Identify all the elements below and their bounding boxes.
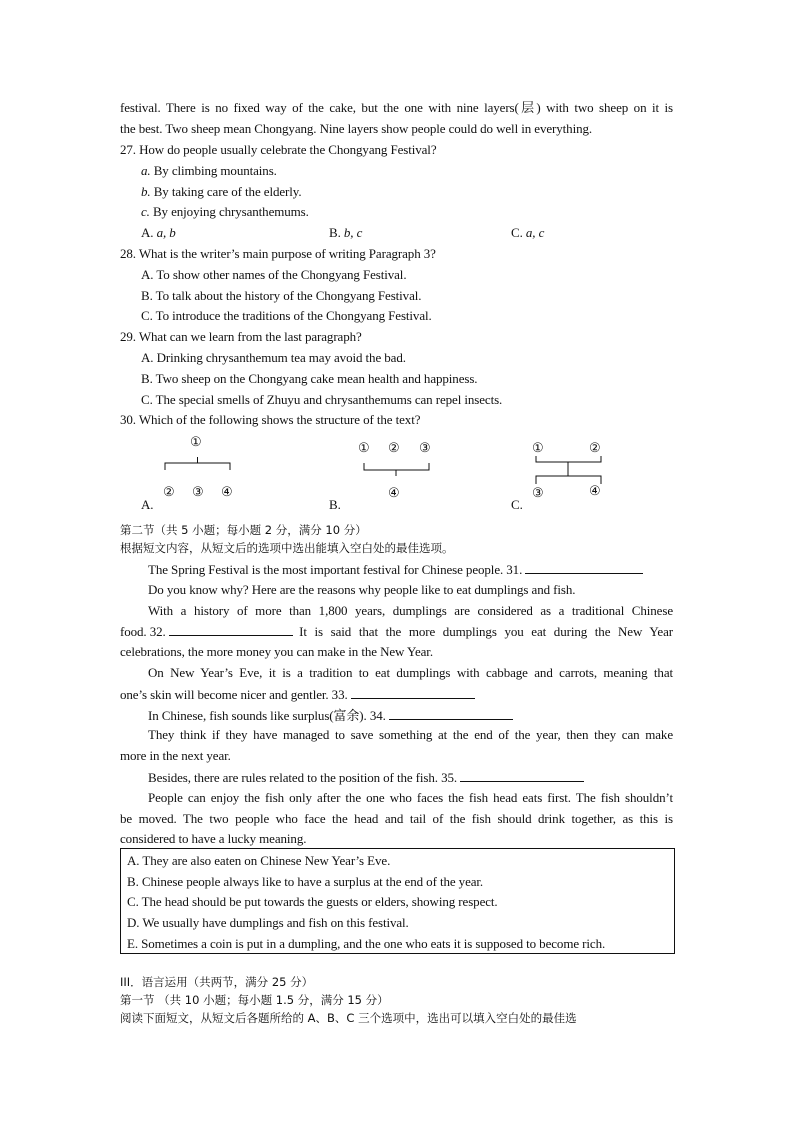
circled-number: ④ xyxy=(221,484,233,499)
question-29-option-c[interactable]: C. The special smells of Zhuyu and chrysanthemums can repel insects. xyxy=(141,392,503,407)
choice-c[interactable]: C. The head should be put towards the guests or elders, showing respect. xyxy=(127,894,498,909)
paragraph-4-line: On New Year’s Eve, it is a tradition to eat dumplings with cabbage and carrots, meaning that xyxy=(148,665,673,680)
passage-line: the best. Two sheep mean Chongyang. Nine layers show people could do well in everything. xyxy=(120,121,593,136)
answer-blank-35[interactable] xyxy=(460,768,584,782)
paragraph-6-line: They think if they have managed to save something at the end of the year, then they can make xyxy=(148,727,673,742)
part-3-instruction: 阅读下面短文，从短文后各题所给的 A、B、C 三个选项中，选出可以填入空白处的最佳选 xyxy=(120,1011,577,1025)
answer-blank-32[interactable] xyxy=(169,622,293,636)
paragraph-8-line: considered to have a lucky meaning. xyxy=(120,831,307,846)
paragraph-2: Do you know why? Here are the reasons why people like to eat dumplings and fish. xyxy=(148,582,576,597)
question-27-item-c: c. By enjoying chrysanthemums. xyxy=(141,204,309,219)
paragraph-3-line: With a history of more than 1,800 years, dumplings are considered as a traditional Chinese xyxy=(148,603,673,618)
paragraph-3-line: celebrations, the more money you can make in the New Year. xyxy=(120,644,433,659)
circled-number: ① xyxy=(532,440,544,455)
question-27-item-a: a. By climbing mountains. xyxy=(141,163,277,178)
answer-blank-31[interactable] xyxy=(525,560,643,574)
circled-number: ③ xyxy=(419,440,431,455)
question-30-stem: 30. Which of the following shows the structure of the text? xyxy=(120,412,421,427)
circled-number: ④ xyxy=(589,483,601,498)
structure-diagram-a xyxy=(160,432,250,502)
question-29-option-a[interactable]: A. Drinking chrysanthemum tea may avoid the bad. xyxy=(141,350,406,365)
section-2-heading: 第二节（共 5 小题；每小题 2 分，满分 10 分） xyxy=(120,523,367,537)
question-28-stem: 28. What is the writer’s main purpose of writing Paragraph 3? xyxy=(120,246,436,261)
question-27-item-b: b. By taking care of the elderly. xyxy=(141,184,302,199)
choice-b[interactable]: B. Chinese people always like to have a surplus at the end of the year. xyxy=(127,874,484,889)
paragraph-8-line: be moved. The two people who face the head and tail of the fish should drink together, as this is xyxy=(120,811,673,826)
part-3-heading: III．语言运用（共两节，满分 25 分） xyxy=(120,975,314,989)
circled-number: ① xyxy=(190,434,202,449)
circled-number: ② xyxy=(388,440,400,455)
part-3-section-1-heading: 第一节 （共 10 小题；每小题 1.5 分，满分 15 分） xyxy=(120,993,389,1007)
question-27-option-a[interactable]: A. a, b xyxy=(141,225,176,240)
structure-diagram-c xyxy=(530,438,610,503)
circled-number: ④ xyxy=(388,485,400,500)
choice-a[interactable]: A. They are also eaten on Chinese New Year’s Eve. xyxy=(127,853,391,868)
circled-number: ③ xyxy=(532,485,544,500)
paragraph-5: In Chinese, fish sounds like surplus(富余). 34. xyxy=(148,706,513,724)
question-29-option-b[interactable]: B. Two sheep on the Chongyang cake mean health and happiness. xyxy=(141,371,478,386)
question-27-stem: 27. How do people usually celebrate the Chongyang Festival? xyxy=(120,142,437,157)
paragraph-4-line: one’s skin will become nicer and gentler. 33. xyxy=(120,685,475,703)
paragraph-1: The Spring Festival is the most important festival for Chinese people. 31. xyxy=(148,560,643,578)
circled-number: ② xyxy=(163,484,175,499)
question-30-option-c[interactable]: C. xyxy=(511,497,523,512)
passage-line: festival. There is no fixed way of the cake, but the one with nine layers(层) with two sheep on it is xyxy=(120,100,673,115)
answer-blank-34[interactable] xyxy=(389,706,513,720)
paragraph-7: Besides, there are rules related to the position of the fish. 35. xyxy=(148,768,584,786)
answer-blank-33[interactable] xyxy=(351,685,475,699)
choice-d[interactable]: D. We usually have dumplings and fish on this festival. xyxy=(127,915,409,930)
question-28-option-b[interactable]: B. To talk about the history of the Chongyang Festival. xyxy=(141,288,422,303)
question-28-option-c[interactable]: C. To introduce the traditions of the Chongyang Festival. xyxy=(141,308,432,323)
paragraph-6-line: more in the next year. xyxy=(120,748,231,763)
question-30-option-b[interactable]: B. xyxy=(329,497,341,512)
circled-number: ① xyxy=(358,440,370,455)
paragraph-3-line: food. 32. It is said that the more dumplings you eat during the New Year xyxy=(120,624,673,639)
circled-number: ③ xyxy=(192,484,204,499)
structure-diagram-b xyxy=(355,438,445,498)
question-29-stem: 29. What can we learn from the last paragraph? xyxy=(120,329,362,344)
question-30-option-a[interactable]: A. xyxy=(141,497,154,512)
section-2-instruction: 根据短文内容，从短文后的选项中选出能填入空白处的最佳选项。 xyxy=(120,541,454,555)
question-28-option-a[interactable]: A. To show other names of the Chongyang Festival. xyxy=(141,267,407,282)
question-27-option-c[interactable]: C. a, c xyxy=(511,225,545,240)
paragraph-8-line: People can enjoy the fish only after the one who faces the fish head eats first. The fish shouldn’t xyxy=(148,790,673,805)
question-27-option-b[interactable]: B. b, c xyxy=(329,225,363,240)
circled-number: ② xyxy=(589,440,601,455)
choice-e[interactable]: E. Sometimes a coin is put in a dumpling, and the one who eats it is supposed to become rich. xyxy=(127,936,606,951)
